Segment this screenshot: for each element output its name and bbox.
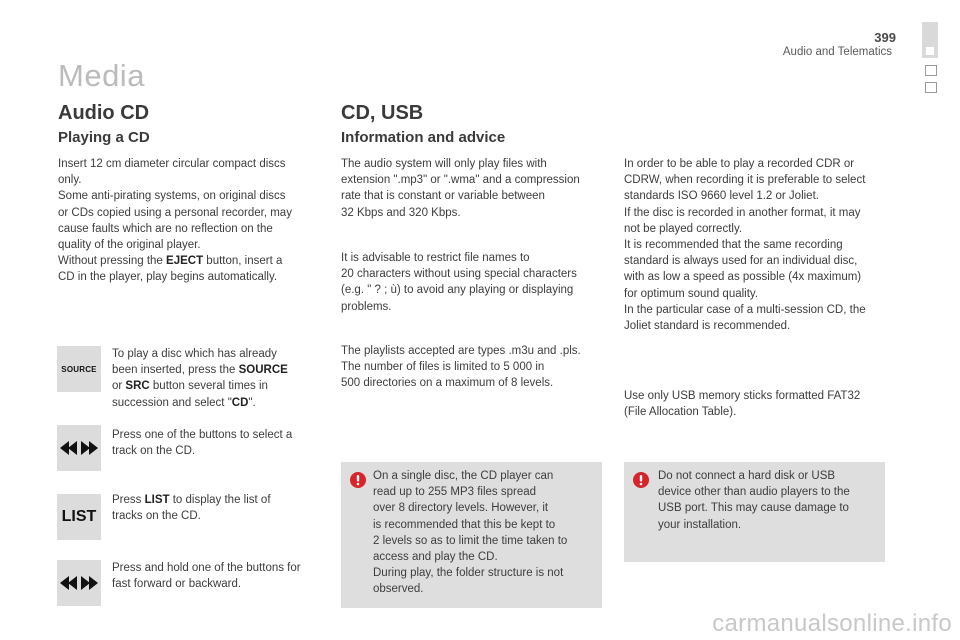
fast-forward-buttons-image: [57, 560, 101, 606]
subheading-playing-cd: Playing a CD: [58, 129, 150, 146]
list-instructions: Press LIST to display the list of tracks on the CD.: [112, 494, 271, 523]
page-number: 399: [874, 30, 896, 45]
cd-warning-text: On a single disc, the CD player can read up to 255 MP3 files spread over 8 directory levels. However, it is recommended that this be kept to 2 levels so as to limit the time taken to access and play the CD. During play, the folder structure is not observed.: [373, 470, 568, 596]
warning-icon: [633, 472, 649, 488]
hold-instructions: Press and hold one of the buttons for fast forward or backward.: [112, 562, 301, 591]
section-title: Audio and Telematics: [782, 46, 892, 58]
usb-warning-text: Do not connect a hard disk or USB device other than audio players to the USB port. This may cause damage to your installation.: [658, 470, 850, 531]
recording-standards-paragraph: In order to be able to play a recorded CDR or CDRW, when recording it is preferable to select standards ISO 9660 level 1.2 or Joliet. If the disc is recorded in another format, it may not be played correctly. It is recommended that the same recording standard is always used for an individual disc, with as low a speed as possible (4x maximum) for optimum sound quality. In the particular case of a multi-session CD, the Joliet standard is recommended.: [624, 158, 866, 333]
cd-warning-box: [341, 462, 602, 608]
skip-back-forward-icon: [59, 440, 99, 456]
heading-cd-usb: CD, USB: [341, 102, 424, 124]
source-button-image: SOURCE: [57, 346, 101, 392]
heading-audio-cd: Audio CD: [58, 102, 150, 124]
skip-buttons-image: [57, 425, 101, 471]
warning-icon: [350, 472, 366, 488]
section-tab-marker: [922, 22, 938, 58]
tab-marker-box: [925, 82, 937, 93]
list-button-image: LIST: [57, 494, 101, 540]
select-track-instructions: Press one of the buttons to select a track on the CD.: [112, 429, 293, 458]
source-instructions: To play a disc which has already been inserted, press the SOURCE or SRC button several times in succession and select "CD".: [112, 348, 288, 409]
subheading-information-advice: Information and advice: [341, 129, 506, 146]
intro-paragraph: Insert 12 cm diameter circular compact discs only. Some anti-pirating systems, on original discs or CDs copied using a personal recorder, may cause faults which are no reflection on the quality of the original player. Without pressing the EJECT button, insert a CD in the player, play begins automatically.: [58, 158, 292, 284]
playlists-paragraph: The playlists accepted are types .m3u and .pls. The number of files is limited to 5 000 in 500 directories on a maximum of 8 levels.: [341, 345, 581, 390]
usb-format-paragraph: Use only USB memory sticks formatted FAT32 (File Allocation Table).: [624, 390, 861, 419]
fast-rewind-forward-icon: [59, 575, 99, 591]
page-title: Media: [58, 58, 145, 93]
tab-marker-box: [925, 65, 937, 76]
file-extension-paragraph: The audio system will only play files with extension ".mp3" or ".wma" and a compression rate that is constant or variable between 32 Kbps and 320 Kbps.: [341, 158, 580, 219]
file-names-paragraph: It is advisable to restrict file names to 20 characters without using special characters (e.g. " ? ; ù) to avoid any playing or displaying problems.: [341, 252, 577, 313]
watermark: carmanualsonline.info: [712, 610, 952, 637]
usb-warning-box: [624, 462, 885, 562]
